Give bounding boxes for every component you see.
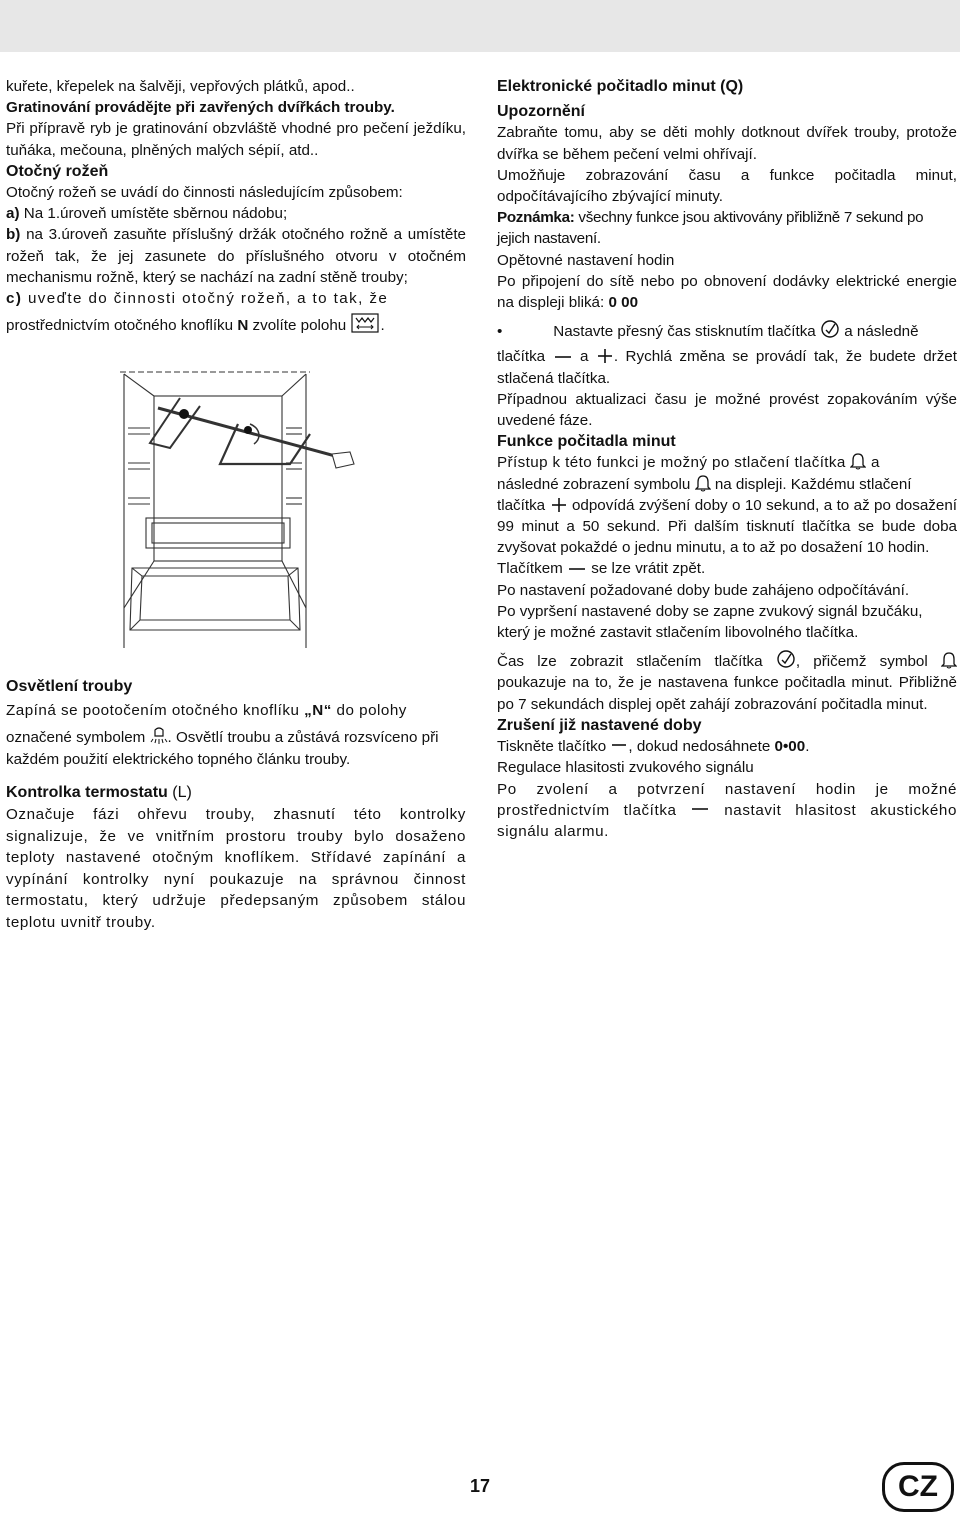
- bullet-text-c: tlačítka: [497, 348, 546, 366]
- reset-display-value: 0 00: [608, 294, 639, 312]
- step-b-label: b): [6, 226, 21, 244]
- clock-button-icon: [820, 319, 840, 339]
- show-time-a: Čas lze zobrazit stlačením tlačítka: [497, 653, 763, 671]
- light-line-2a: označené symbolem: [6, 729, 146, 747]
- right-column: [497, 76, 957, 842]
- bell-symbol-icon: [941, 651, 957, 669]
- lamp-icon: [150, 727, 168, 745]
- warning-text: Zabraňte tomu, aby se děti mohly dotknout dvířek trouby, protože dvířka se během pečení velmi ohřívají.: [497, 124, 957, 163]
- timer-line-1a: Přístup k této funkci je možný po stlačení tlačítka: [497, 454, 846, 472]
- step-c-end: .: [380, 317, 385, 335]
- oven-rotisserie-illustration: [110, 368, 370, 653]
- left-column: [6, 76, 466, 336]
- step-c-cont: [6, 313, 466, 336]
- set-time-bullet: [497, 319, 957, 342]
- timer-line-3a: tlačítka: [497, 496, 546, 514]
- note-label: Poznámka:: [497, 209, 575, 227]
- volume-text: [497, 779, 957, 843]
- timer-line-1: [497, 452, 957, 473]
- note-paragraph: [497, 207, 957, 249]
- timer-line-2a: následné zobrazení symbolu: [497, 475, 691, 493]
- step-a: [6, 203, 466, 224]
- step-b: [6, 224, 466, 288]
- light-heading: Osvětlení trouby: [6, 678, 133, 695]
- minus-button-icon: [553, 350, 573, 364]
- fish-note: Při přípravě ryb je gratinování obzvláště vhodné pro pečení ježdíku, tuňáka, mečouna, plněných malých sépií, atd..: [6, 120, 466, 159]
- minus-cancel-icon: [610, 740, 628, 754]
- lower-left-section: [6, 676, 466, 934]
- thermostat-heading-letter: (L): [172, 784, 192, 802]
- thermostat-heading-text: Kontrolka termostatu: [6, 784, 168, 802]
- enables-text: Umožňuje zobrazování času a funkce počitadla minut, odpočítávajícího zbývající minuty.: [497, 166, 957, 206]
- cancel-text-a: Tiskněte tlačítko: [497, 738, 607, 756]
- step-c-cont-a: prostřednictvím otočného knoflíku: [6, 317, 234, 335]
- bullet-text-b: a následně: [844, 323, 919, 341]
- back-line: [497, 558, 957, 579]
- knob-n-quoted: „N“: [304, 701, 332, 719]
- bell-display-icon: [695, 474, 711, 492]
- note-text: všechny funkce jsou aktivovány přibližně 7 sekund po jejich nastavení.: [497, 209, 924, 248]
- update-text: Případnou aktualizaci času je možné provést zopakováním výše uvedené fáze.: [497, 390, 957, 430]
- show-time-text: [497, 649, 957, 715]
- step-c-cont-b: zvolíte polohu: [252, 317, 347, 335]
- timer-line-2: [497, 474, 957, 495]
- volume-heading: Regulace hlasitosti zvukového signálu: [497, 759, 754, 777]
- plus-icon: [550, 497, 568, 513]
- after-expire-text: Po vypršení nastavené doby se zapne zvukový signál bzučáku, který je možné zastavit stlačením libovolného tlačítka.: [497, 602, 923, 642]
- step-c: [6, 288, 466, 309]
- timer-line-2b: na displeji. Každému stlačení: [714, 475, 912, 493]
- bullet-text-e: . Rychlá změna se provádí tak, že budete držet stlačená tlačítka.: [497, 348, 957, 387]
- minus-icon: [567, 562, 587, 576]
- cancel-text-end: .: [805, 738, 810, 756]
- plus-button-icon: [596, 348, 614, 364]
- intro-line-1: kuřete, křepelek na šalvěji, vepřových plátků, apod..: [6, 78, 355, 95]
- step-a-label: a): [6, 205, 20, 223]
- rotisserie-icon: [351, 313, 381, 333]
- page-header-band: [0, 0, 960, 52]
- page-number: 17: [470, 1476, 491, 1496]
- show-time-c: poukazuje na to, že je nastavena funkce počitadla minut. Přibližně po 7 sekundách displej opět zahájí zobrazování počitadla minut.: [497, 674, 957, 713]
- bell-button-icon: [850, 452, 866, 470]
- after-set-text: Po nastavení požadované doby bude zahájeno odpočítávání.: [497, 581, 910, 599]
- gratin-instruction: Gratinování provádějte při zavřených dvířkách trouby.: [6, 99, 395, 117]
- reset-text-body: Po připojení do sítě nebo po obnovení dodávky elektrické energie na displeji bliká:: [497, 272, 957, 312]
- light-line-1: [6, 700, 466, 722]
- cancel-heading: Zrušení již nastavené doby: [497, 716, 702, 734]
- warning-heading: Upozornění: [497, 103, 585, 121]
- clock-icon: [776, 649, 796, 669]
- cancel-display-value: 0•00: [774, 738, 806, 756]
- light-line-1b: do polohy: [336, 701, 407, 719]
- light-line-1a: Zapíná se pootočením otočného knoflíku: [6, 701, 300, 719]
- bullet-text-d: a: [580, 348, 589, 366]
- step-c-text: uveďte do činnosti otočný rožeň, a to tak, že: [27, 290, 389, 308]
- show-time-b: , přičemž symbol: [795, 653, 928, 671]
- back-line-b: se lze vrátit zpět.: [591, 560, 706, 578]
- timer-line-3: [497, 495, 957, 559]
- light-line-2b: . Osvětlí troubu a zůstává rozsvíceno při každém použití elektrického topného článku trouby.: [6, 729, 439, 768]
- language-badge: CZ: [882, 1462, 954, 1512]
- volume-text-a: Po zvolení a potvrzení nastavení hodin je možné prostřednictvím tlačítka: [497, 780, 957, 819]
- thermostat-heading: [6, 782, 466, 804]
- step-c-label: c): [6, 290, 23, 308]
- step-a-text: Na 1.úroveň umístěte sběrnou nádobu;: [23, 205, 288, 223]
- spit-intro: Otočný rožeň se uvádí do činnosti následujícím způsobem:: [6, 184, 403, 202]
- reset-heading: Opětovné nastavení hodin: [497, 251, 675, 269]
- cancel-text: [497, 736, 957, 757]
- bullet-mark: •: [497, 323, 503, 341]
- timer-section-title: Elektronické počitadlo minut (Q): [497, 78, 744, 95]
- cancel-text-b: , dokud nedosáhnete: [628, 738, 771, 756]
- set-time-continued: [497, 346, 957, 388]
- reset-text: [497, 271, 957, 313]
- spit-heading: Otočný rožeň: [6, 162, 109, 180]
- minus-volume-icon: [690, 804, 710, 818]
- knob-n-label: N: [237, 317, 249, 335]
- light-line-2: [6, 727, 466, 770]
- thermostat-text: Označuje fázi ohřevu trouby, zhasnutí této kontrolky signalizuje, že ve vnitřním prostoru trouby bylo dosaženo teploty nastavené otočným knoflíkem. Střídavé zapínání a vypínání kontrolky nyní poukazuje na správnou činnost termostatu, který udržuje předepsaným způsobem stálou teplotu uvnitř trouby.: [6, 805, 466, 931]
- back-line-a: Tlačítkem: [497, 560, 563, 578]
- timer-function-heading: Funkce počitadla minut: [497, 433, 676, 451]
- timer-line-1b: a: [871, 454, 880, 472]
- step-b-text: na 3.úroveň zasuňte příslušný držák otočného rožně a umístěte rožeň tak, že jej zasunete do příslušného otvoru v otočném mechanismu rožně, který se nachází na zadní stěně trouby;: [6, 226, 466, 286]
- bullet-text-a: Nastavte přesný čas stisknutím tlačítka: [553, 323, 816, 341]
- timer-line-3b: odpovídá zvýšení doby o 10 sekund, a to až po dosažení 99 minut a 50 sekund. Při dalším tisknutí tlačítka se bude doba zvyšovat pokaždé o jednu minutu, a to až po dosažení 10 hodin.: [497, 496, 957, 557]
- volume-text-b: nastavit hlasitost akustického signálu alarmu.: [497, 801, 957, 840]
